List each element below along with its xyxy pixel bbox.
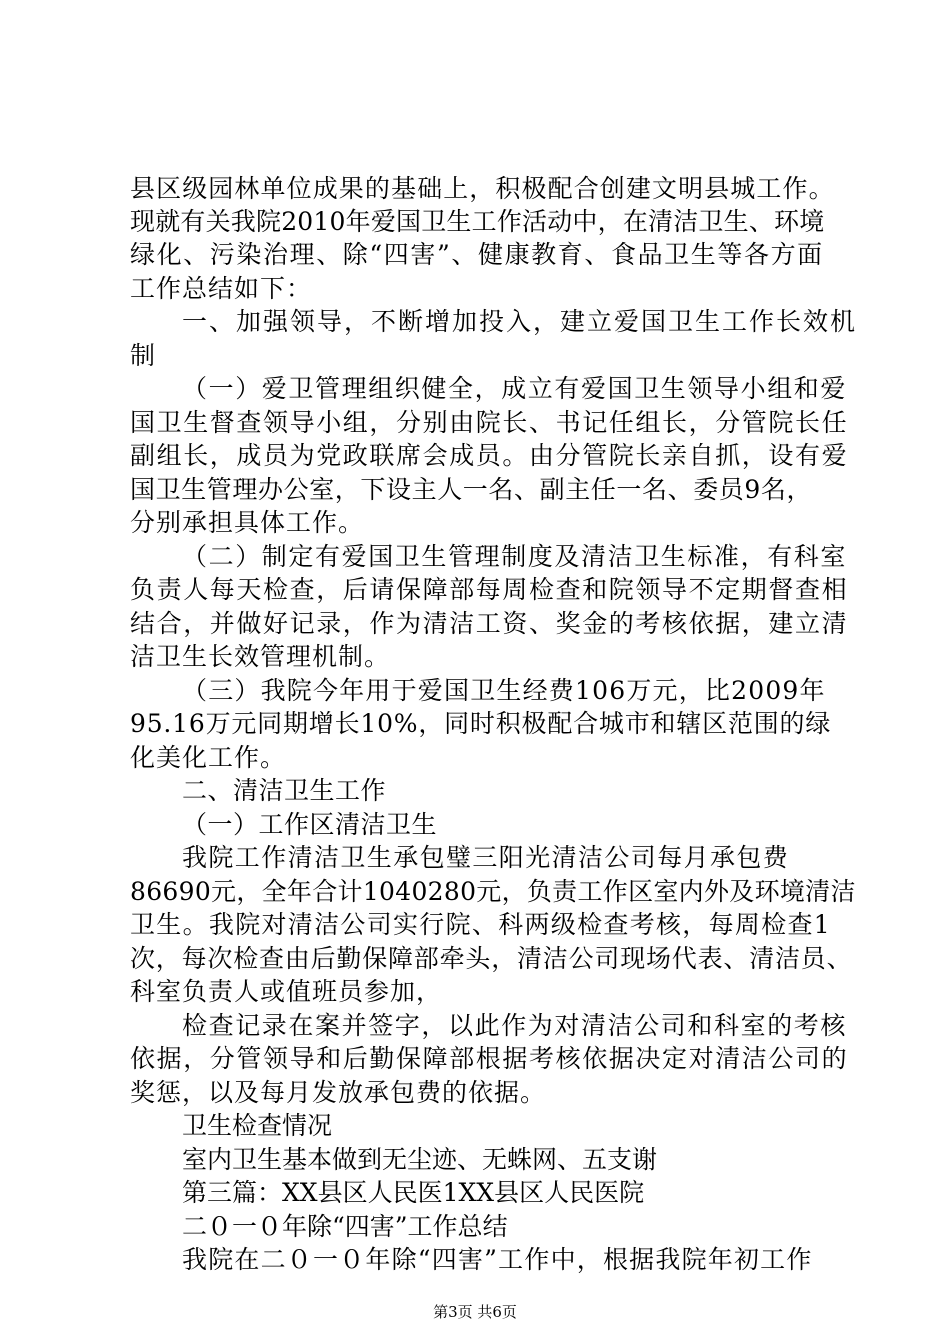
text-line: 洁卫生长效管理机制。 [130,642,391,671]
text-line: 86690元，全年合计1040280元，负责工作区室内外及环境清洁 [130,877,856,906]
text-line: 卫生检查情况 [182,1111,333,1140]
text-line: 县区级园林单位成果的基础上，积极配合创建文明县城工作。 [130,174,835,203]
text-line: 制 [130,341,156,370]
text-line: 检查记录在案并签字，以此作为对清洁公司和科室的考核 [182,1011,848,1040]
text-line: 结合，并做好记录，作为清洁工资、奖金的考核依据，建立清 [130,609,849,638]
text-line: 奖惩，以及每月发放承包费的依据。 [130,1078,547,1107]
text-line: 国卫生督查领导小组，分别由院长、书记任组长，分管院长任 [130,408,849,437]
section-heading: 二、清洁卫生工作 [182,776,387,805]
text-line: （一）爱卫管理组织健全，成立有爱国卫生领导小组和爱 [182,374,848,403]
text-line: 国卫生管理办公室，下设主人一名、副主任一名、委员9名， [130,475,813,504]
text-line: 科室负责人或值班员参加， [130,977,443,1006]
text-line: 分别承担具体工作。 [130,508,365,537]
section-heading: 第三篇：XX县区人民医1XX县区人民医院 [182,1178,645,1207]
section-heading: 二０一０年除“四害”工作总结 [182,1212,508,1241]
text-line: 副组长，成员为党政联席会成员。由分管院长亲自抓，设有爱 [130,441,849,470]
text-line: 工作总结如下： [130,274,313,303]
text-line: 我院工作清洁卫生承包璧三阳光清洁公司每月承包费 [182,843,790,872]
text-line: （二）制定有爱国卫生管理制度及清洁卫生标准，有科室 [182,542,848,571]
page-number-footer: 第3页 共6页 [433,1303,517,1321]
text-line: 依据，分管领导和后勤保障部根据考核依据决定对清洁公司的 [130,1044,849,1073]
subsection-heading: （一）工作区清洁卫生 [182,810,438,839]
text-line: 负责人每天检查，后请保障部每周检查和院领导不定期督查相 [130,575,849,604]
text-line: 95.16万元同期增长10%，同时积极配合城市和辖区范围的绿 [130,709,832,738]
text-line: 现就有关我院2010年爱国卫生工作活动中，在清洁卫生、环境 [130,207,825,236]
text-line: （三）我院今年用于爱国卫生经费106万元，比2009年 [182,676,826,705]
text-line: 室内卫生基本做到无尘迹、无蛛网、五支谢 [182,1145,658,1174]
text-line: 绿化、污染治理、除“四害”、健康教育、食品卫生等各方面 [130,240,824,269]
text-line: 卫生。我院对清洁公司实行院、科两级检查考核，每周检查1 [130,910,832,939]
text-line: 次，每次检查由后勤保障部牵头，清洁公司现场代表、清洁员、 [130,944,853,973]
section-heading: 一、加强领导，不断增加投入，建立爱国卫生工作长效机 [182,307,858,336]
text-line: 化美化工作。 [130,743,287,772]
text-line: 我院在二０一０年除“四害”工作中，根据我院年初工作 [182,1245,813,1274]
